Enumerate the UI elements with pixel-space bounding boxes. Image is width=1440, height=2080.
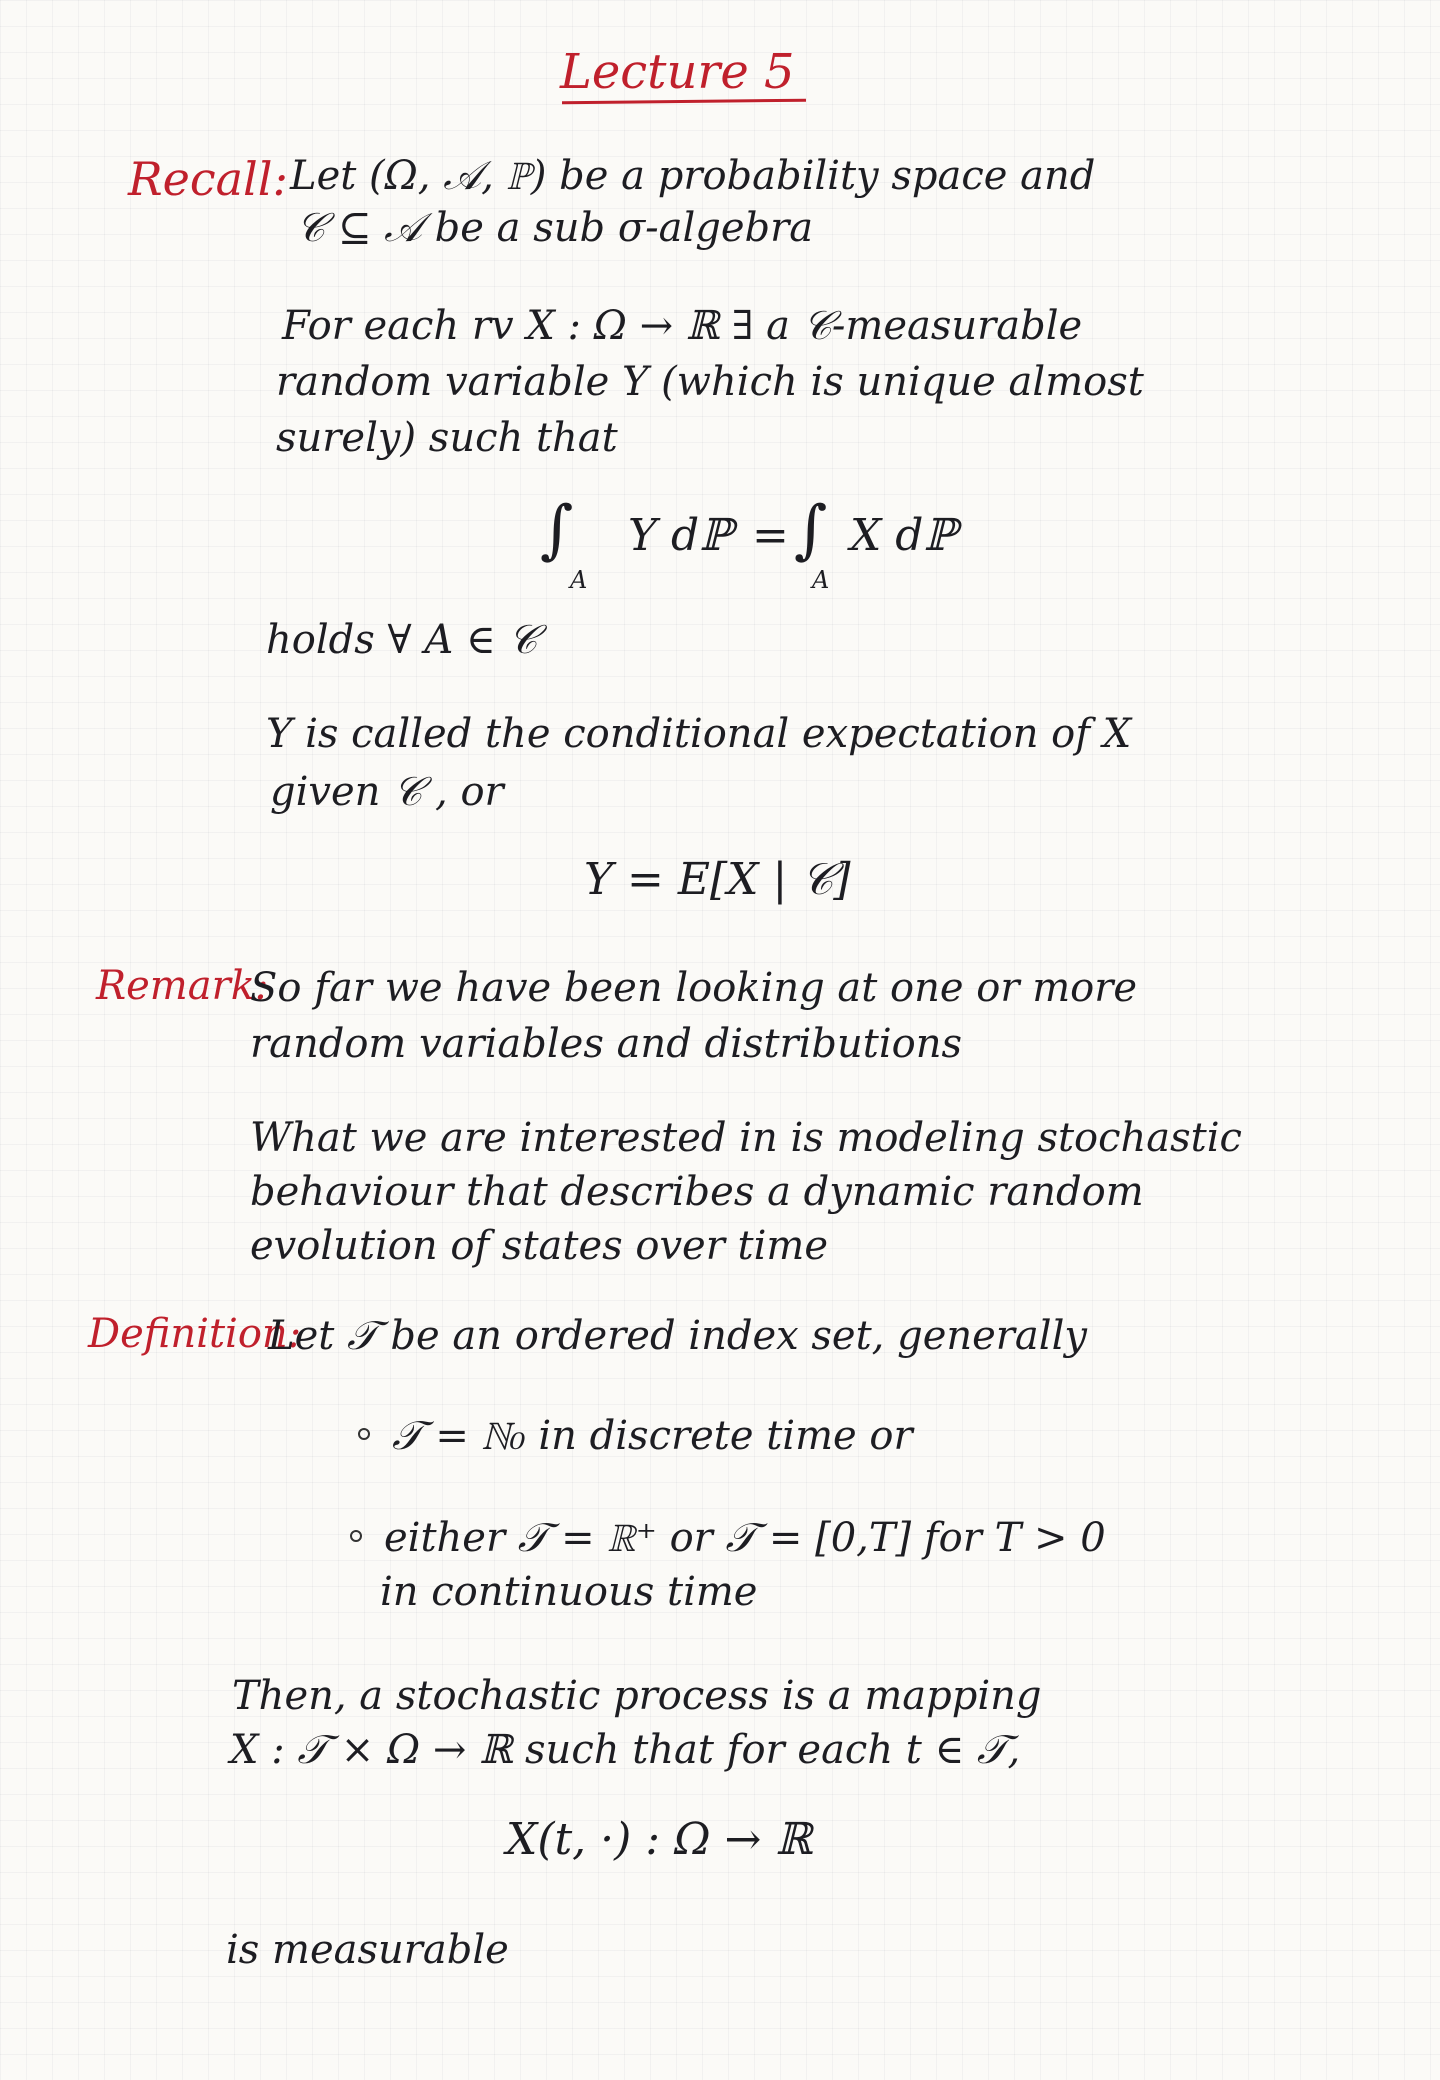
integral-left-integrand: Y dℙ xyxy=(628,510,733,561)
remark-paragraph-line-2: behaviour that describes a dynamic random xyxy=(250,1169,1144,1215)
recall-paragraph-line-2: random variable Y (which is unique almost xyxy=(276,359,1144,405)
definition-of-y-line-2: given 𝒞 , or xyxy=(270,769,504,815)
bullet-discrete-text: 𝒯 = ℕ₀ in discrete time or xyxy=(392,1413,913,1459)
recall-line-1: Let (Ω, 𝒜, ℙ) be a probability space and xyxy=(290,153,1096,199)
integral-subscript-left: A xyxy=(570,566,588,594)
recall-label: Recall: xyxy=(128,152,288,206)
remark-paragraph-line-1: What we are interested in is modeling stochastic xyxy=(250,1115,1242,1161)
integral-sign-left: ∫ xyxy=(540,493,574,567)
integral-right-integrand: X dℙ xyxy=(850,510,957,561)
integral-sign-right: ∫ xyxy=(794,493,828,567)
integral-equals: = xyxy=(752,510,789,561)
remark-line-2: random variables and distributions xyxy=(250,1021,963,1067)
recall-paragraph-line-3: surely) such that xyxy=(276,415,618,461)
process-definition-line-2: X : 𝒯 × Ω → ℝ such that for each t ∈ 𝒯, xyxy=(230,1727,1021,1773)
holds-line: holds ∀ A ∈ 𝒞 xyxy=(266,617,538,663)
integral-subscript-right: A xyxy=(812,566,830,594)
remark-paragraph-line-3: evolution of states over time xyxy=(250,1223,829,1269)
conditional-expectation-formula: Y = E[X | 𝒞] xyxy=(584,854,851,905)
remark-label: Remark: xyxy=(96,963,269,1009)
definition-of-y-line-1: Y is called the conditional expectation of X xyxy=(266,711,1132,757)
process-definition-line-1: Then, a stochastic process is a mapping xyxy=(232,1673,1042,1719)
bullet-continuous-line-1: either 𝒯 = ℝ⁺ or 𝒯 = [0,T] for T > 0 xyxy=(384,1515,1106,1561)
recall-paragraph-line-1: For each rv X : Ω → ℝ ∃ a 𝒞-measurable xyxy=(282,303,1083,349)
definition-line-1: Let 𝒯 be an ordered index set, generally xyxy=(268,1313,1087,1359)
page-title: Lecture 5 xyxy=(560,44,795,100)
recall-line-2: 𝒞 ⊆ 𝒜 be a sub σ-algebra xyxy=(296,205,814,251)
measurable-mapping-formula: X(t, ·) : Ω → ℝ xyxy=(506,1814,812,1865)
bullet-discrete xyxy=(358,1428,370,1440)
closing-line: is measurable xyxy=(226,1927,509,1973)
bullet-continuous xyxy=(350,1530,362,1542)
remark-line-1: So far we have been looking at one or more xyxy=(250,965,1137,1011)
bullet-continuous-line-2: in continuous time xyxy=(380,1569,758,1615)
definition-label: Definition: xyxy=(88,1311,302,1357)
